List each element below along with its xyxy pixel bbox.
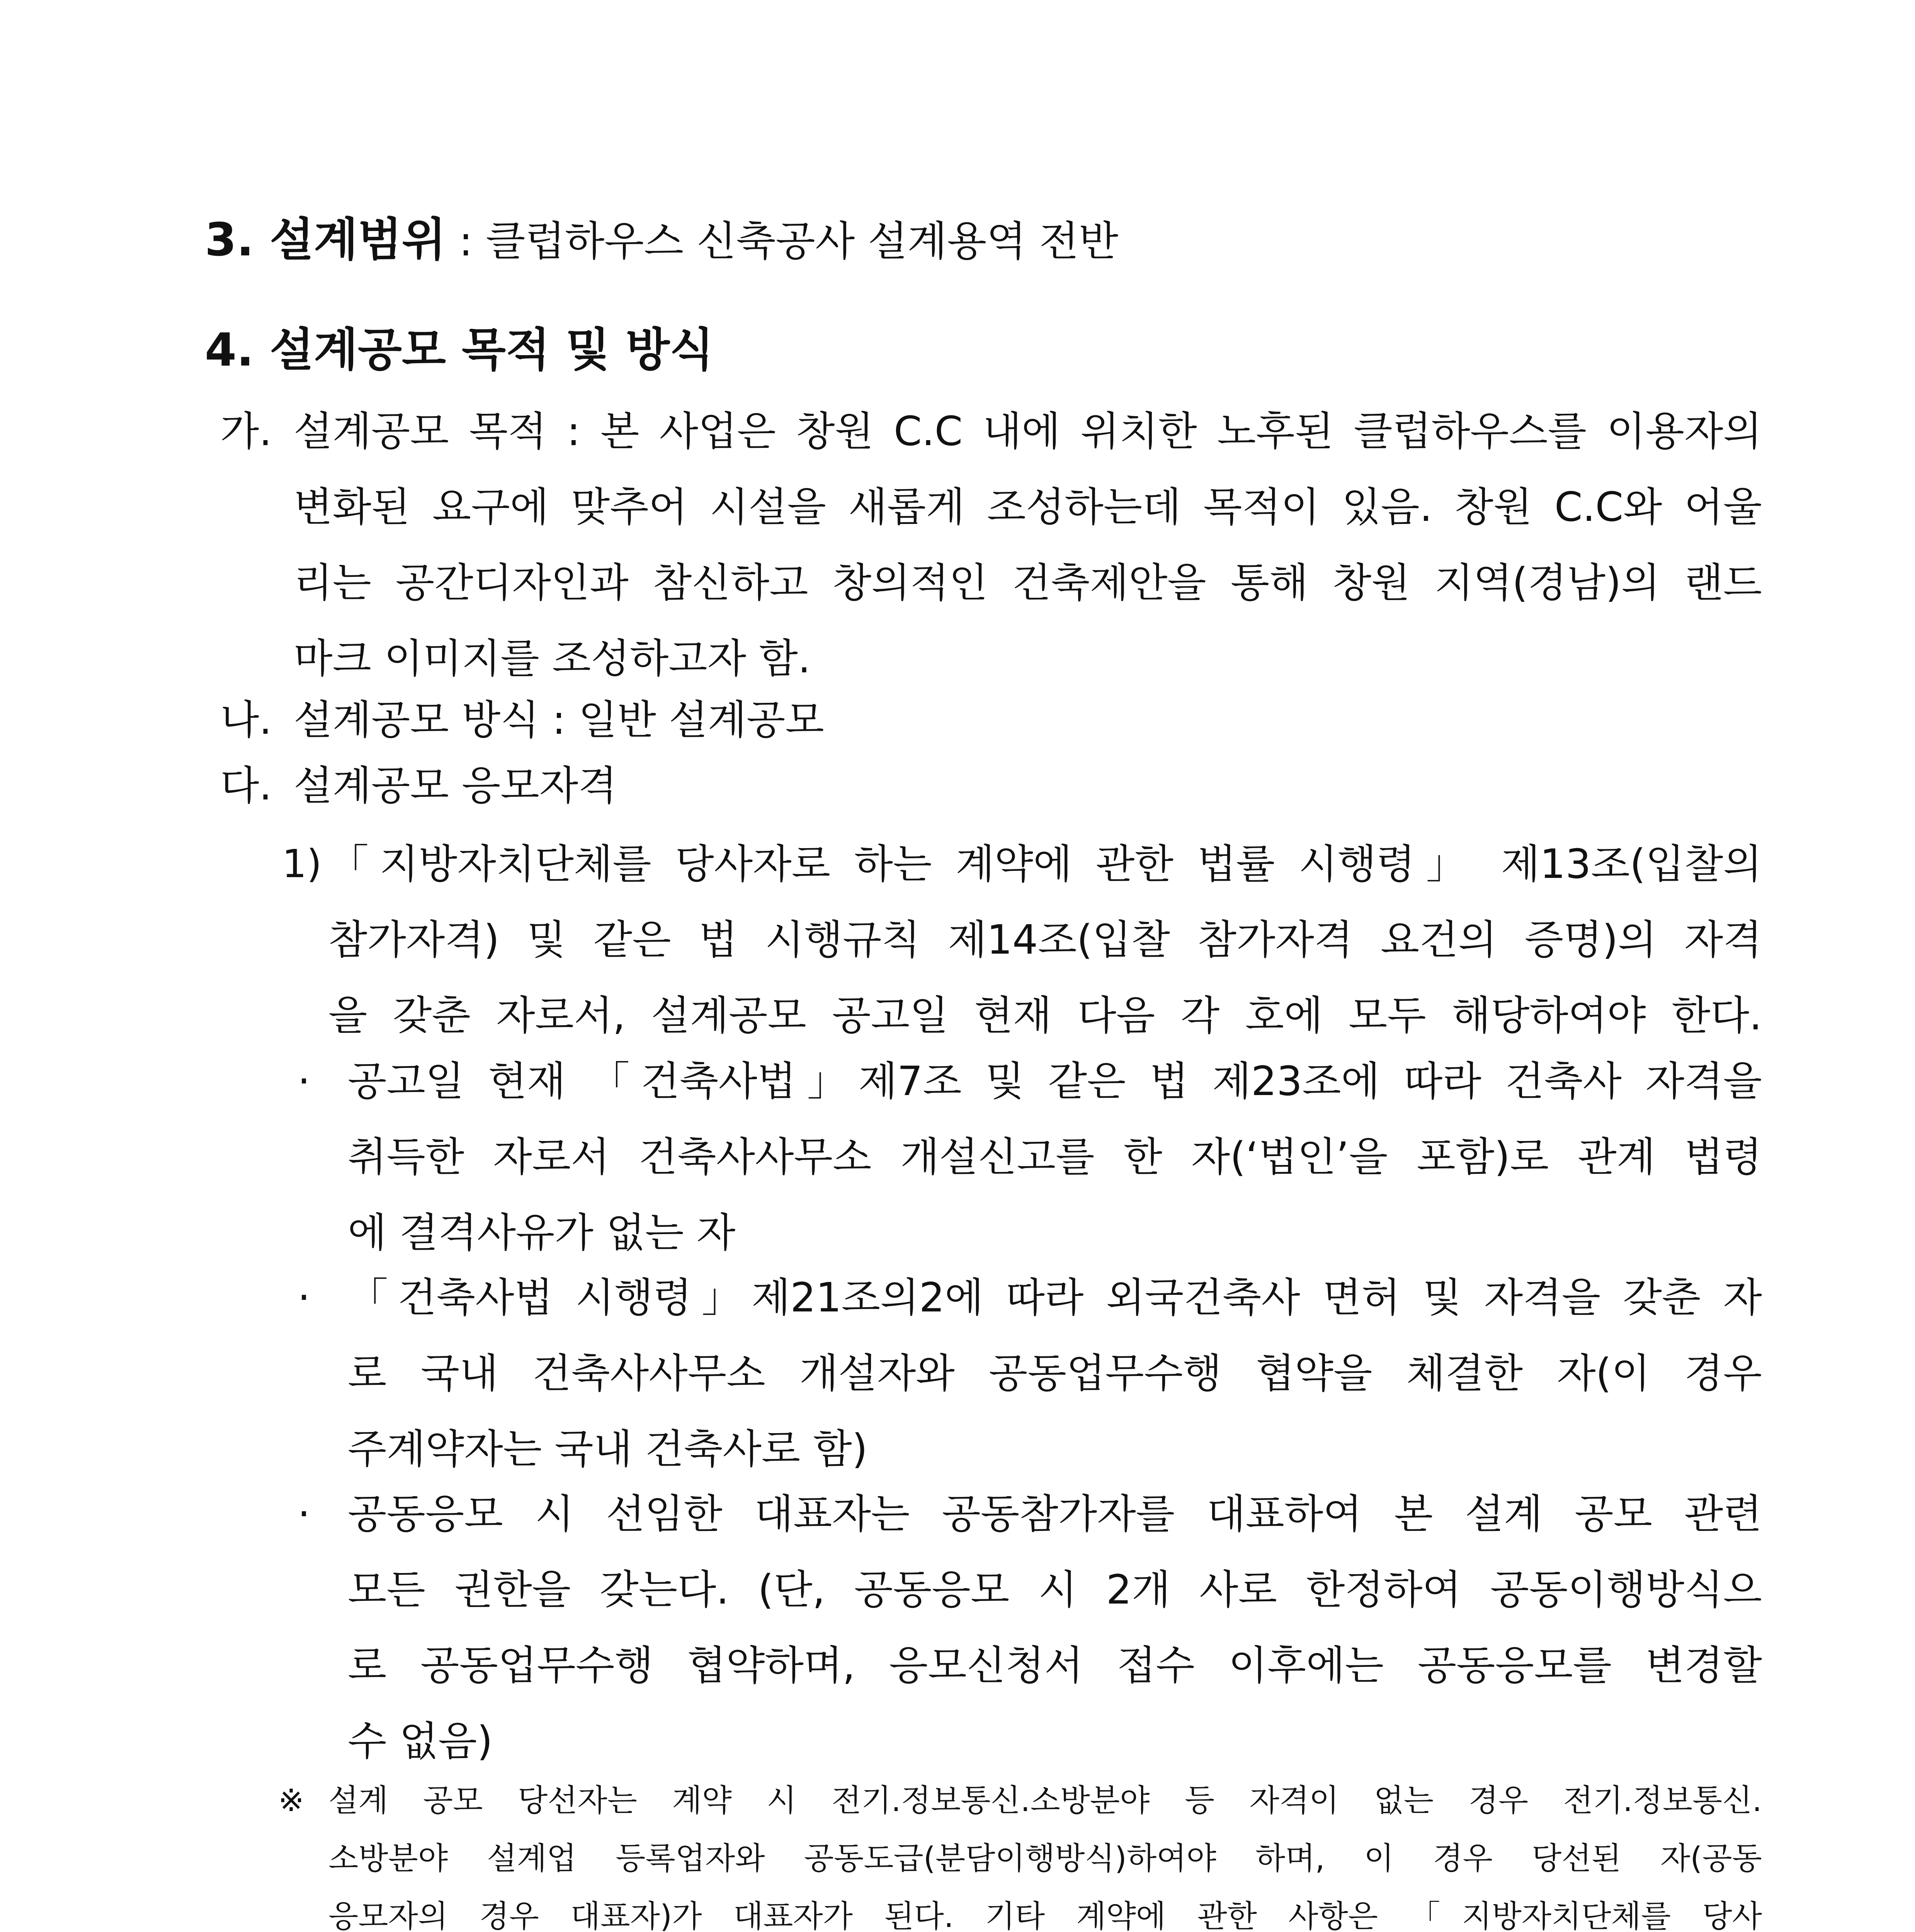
item-da-marker: 다. — [220, 762, 272, 809]
item-ga-line: 리는 공간디자인과 참신하고 창의적인 건축제안을 통해 창원 지역(경남)의 랜드 — [294, 559, 1762, 606]
bullet-line: 에 결격사유가 없는 자 — [348, 1209, 736, 1256]
bullet-item — [348, 1476, 1762, 1779]
bullet-line: 취득한 자로서 건축사사무소 개설신고를 한 자(‘법인’을 포함)로 관계 법령 — [348, 1133, 1762, 1180]
item-ga-marker: 가. — [220, 408, 272, 455]
bullet-line: 로 국내 건축사사무소 개설자와 공동업무수행 협약을 체결한 자(이 경우 — [348, 1350, 1762, 1397]
item-ga-line: 설계공모 목적 : 본 사업은 창원 C.C 내에 위치한 노후된 클럽하우스를 이용자의 — [294, 408, 1762, 455]
item-1-paragraph — [328, 826, 1762, 1053]
note-line: 응모자의 경우 대표자)가 대표자가 된다. 기타 계약에 관한 사항은 「지방자치단체를 당사 — [328, 1898, 1762, 1932]
section-4-title: 4. 설계공모 목적 및 방식 — [205, 323, 714, 376]
item-1-marker: 1) — [282, 841, 322, 886]
note-paragraph — [328, 1772, 1762, 1932]
item-da-text: 설계공모 응모자격 — [294, 762, 617, 809]
item-ga-line: 변화된 요구에 맞추어 시설을 새롭게 조성하는데 목적이 있음. 창원 C.C와 어울 — [294, 483, 1762, 531]
item-1-line: 을 갖춘 자로서, 설계공모 공고일 현재 다음 각 호에 모두 해당하여야 한다. — [328, 992, 1762, 1039]
bullet-item — [348, 1260, 1762, 1487]
bullet-line: 공동응모 시 선임한 대표자는 공동참가자를 대표하여 본 설계 공모 관련 — [348, 1490, 1762, 1537]
bullet-marker: · — [298, 1274, 311, 1321]
section-3-text: : 클럽하우스 신축공사 설계용역 전반 — [446, 218, 1119, 265]
bullet-line: 모든 권한을 갖는다. (단, 공동응모 시 2개 사로 한정하여 공동이행방식으 — [348, 1566, 1762, 1613]
note-line: 소방분야 설계업 등록업자와 공동도급(분담이행방식)하여야 하며, 이 경우 당선된 자(공동 — [328, 1840, 1762, 1876]
bullet-line: 공고일 현재 「건축사법」제7조 및 같은 법 제23조에 따라 건축사 자격을 — [348, 1058, 1762, 1105]
bullet-line: 로 공동업무수행 협약하며, 응모신청서 접수 이후에는 공동응모를 변경할 — [348, 1642, 1762, 1689]
item-1-line: 참가자격) 및 같은 법 시행규칙 제14조(입찰 참가자격 요건의 증명)의 자격 — [328, 916, 1762, 963]
section-3-heading — [205, 209, 1118, 272]
bullet-line: 주계약자는 국내 건축사로 함) — [348, 1425, 868, 1473]
item-na-marker: 나. — [220, 696, 272, 743]
item-na-text: 설계공모 방식 : 일반 설계공모 — [294, 696, 824, 743]
bullet-marker: · — [298, 1058, 311, 1105]
bullet-marker: · — [298, 1490, 311, 1537]
item-1-line: 「지방자치단체를 당사자로 하는 계약에 관한 법률 시행령」 제13조(입찰의 — [328, 840, 1762, 888]
section-3-title: 3. 설계범위 — [205, 213, 446, 266]
item-ga-line: 마크 이미지를 조성하고자 함. — [294, 635, 811, 682]
note-marker: ※ — [278, 1782, 304, 1818]
bullet-line: 「건축사법 시행령」제21조의2에 따라 외국건축사 면허 및 자격을 갖춘 자 — [348, 1274, 1762, 1321]
bullet-item — [348, 1043, 1762, 1270]
item-ga-paragraph — [294, 393, 1762, 696]
bullet-line: 수 없음) — [348, 1718, 493, 1765]
note-line: 설계 공모 당선자는 계약 시 전기.정보통신.소방분야 등 자격이 없는 경우 전기.정보통신. — [328, 1782, 1762, 1818]
